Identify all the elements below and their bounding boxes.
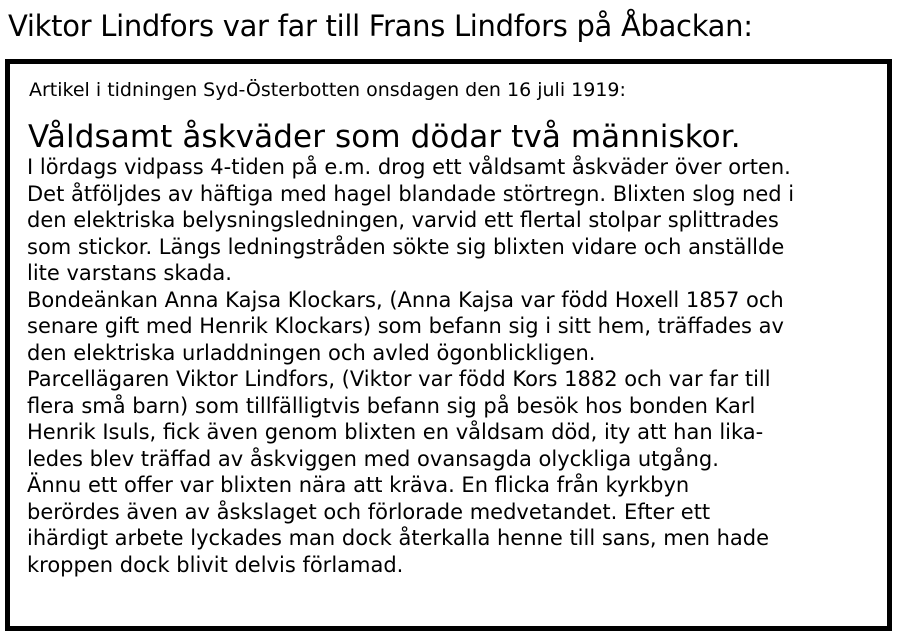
article-title: Våldsamt åskväder som dödar två människor. — [28, 119, 741, 155]
page-heading: Viktor Lindfors var far till Frans Lindfors på Åbackan: — [8, 9, 753, 43]
article-line: Parcellägaren Viktor Lindfors, (Viktor var född Kors 1882 och var far till — [27, 367, 771, 391]
article-line: berördes även av åskslaget och förlorade medvetandet. Efter ett — [27, 499, 711, 524]
article-line: som stickor. Längs ledningstråden sökte sig blixten vidare och anställde — [27, 234, 785, 259]
article-body — [27, 154, 877, 578]
article-line: ihärdigt arbete lyckades man dock återkalla henne till sans, men hade — [27, 526, 770, 550]
article-line: Henrik Isuls, fick även genom blixten en våldsam död, ity att han lika- — [27, 420, 764, 444]
article-line: den elektriska belysningsledningen, varvid ett flertal stolpar splittrades — [27, 208, 779, 232]
article-line: kroppen dock blivit delvis förlamad. — [27, 552, 404, 577]
article-source-line: Artikel i tidningen Syd-Österbotten onsdagen den 16 juli 1919: — [29, 79, 626, 101]
article-line: Bondeänkan Anna Kajsa Klockars, (Anna Kajsa var född Hoxell 1857 och — [27, 287, 784, 312]
article-line: den elektriska urladdningen och avled ögonblickligen. — [27, 340, 596, 365]
article-line: senare gift med Henrik Klockars) som befann sig i sitt hem, träffades av — [27, 314, 784, 338]
article-line: Det åtföljdes av häftiga med hagel blandade störtregn. Blixten slog ned i — [27, 181, 795, 206]
article-line: I lördags vidpass 4-tiden på e.m. drog ett våldsamt åskväder över orten. — [27, 155, 791, 179]
article-box — [5, 59, 892, 631]
article-line: ledes blev träffad av åskviggen med ovansagda olyckliga utgång. — [27, 446, 719, 471]
article-line: flera små barn) som tillfälligtvis befann sig på besök hos bonden Karl — [27, 393, 756, 418]
article-line: lite varstans skada. — [27, 261, 232, 285]
article-line: Ännu ett offer var blixten nära att kräva. En flicka från kyrkbyn — [27, 473, 690, 497]
